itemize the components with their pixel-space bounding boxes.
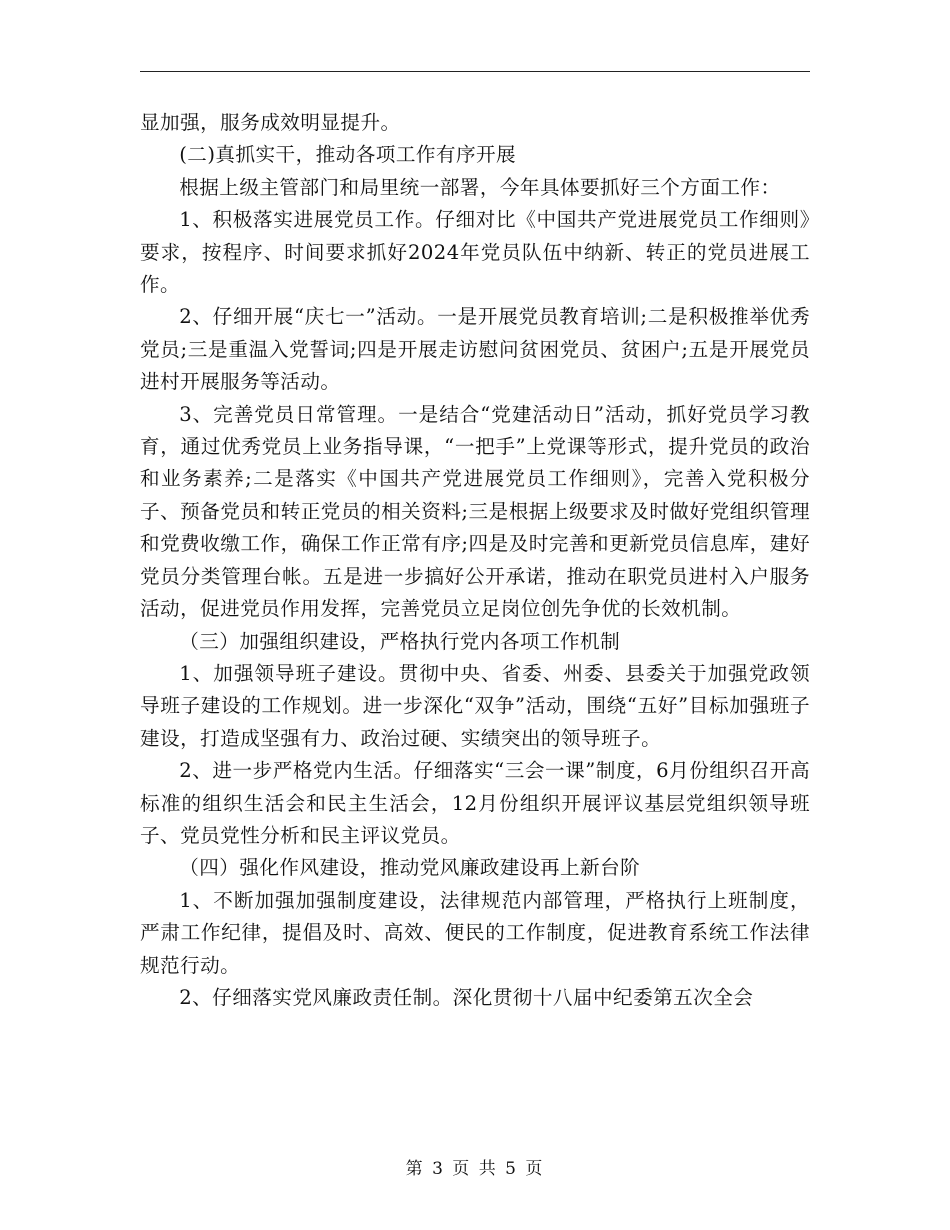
document-body [140,107,810,1014]
paragraph: 1、加强领导班子建设。贯彻中央、省委、州委、县委关于加强党政领导班子建设的工作规划。进一步深化“双争”活动，围绕“五好”目标加强班子建设，打造成坚强有力、政治过硬、实绩突出的领导班子。 [140,661,810,750]
paragraph: 显加强，服务成效明显提升。 [140,111,401,134]
page-number-footer: 第 3 页 共 5 页 [405,1159,545,1179]
paragraph: 1、不断加强加强制度建设，法律规范内部管理，严格执行上班制度，严肃工作纪律，提倡及时、高效、便民的工作制度，促进教育系统工作法律规范行动。 [140,888,810,977]
paragraph: 3、完善党员日常管理。一是结合“党建活动日”活动，抓好党员学习教育，通过优秀党员上业务指导课，“一把手”上党课等形式，提升党员的政治和业务素养;二是落实《中国共产党进展党员工作细则》，完善入党积极分子、预备党员和转正党员的相关资料;三是根据上级要求及时做好党组织管理和党费收缴工作，确保工作正常有序;四是及时完善和更新党员信息库，建好党员分类管理台帐。五是进一步搞好公开承诺，推动在职党员进村入户服务活动，促进党员作用发挥，完善党员立足岗位创先争优的长效机制。 [140,402,810,621]
paragraph: 2、仔细落实党风廉政责任制。深化贯彻十八届中纪委第五次全会 [179,985,754,1009]
paragraph: 2、仔细开展“庆七一”活动。一是开展党员教育培训;二是积极推举优秀党员;三是重温入党誓词;四是开展走访慰问贫困党员、贫困户;五是开展党员进村开展服务等活动。 [140,305,810,394]
section-heading: （四）强化作风建设，推动党风廉政建设再上新台阶 [179,856,641,880]
paragraph: 2、进一步严格党内生活。仔细落实“三会一课”制度，6月份组织召开高标准的组织生活会和民主生活会，12月份组织开展评议基层党组织领导班子、党员党性分析和民主评议党员。 [140,759,810,847]
paragraph: 根据上级主管部门和局里统一部署，今年具体要抓好三个方面工作： [179,175,781,199]
section-heading: （三）加强组织建设，严格执行党内各项工作机制 [179,629,621,653]
header-rule [140,71,810,72]
section-heading: (二)真抓实干，推动各项工作有序开展 [179,143,517,167]
paragraph: 1、积极落实进展党员工作。仔细对比《中国共产党进展党员工作细则》要求，按程序、时间要求抓好2024年党员队伍中纳新、转正的党员进展工作。 [140,208,810,297]
